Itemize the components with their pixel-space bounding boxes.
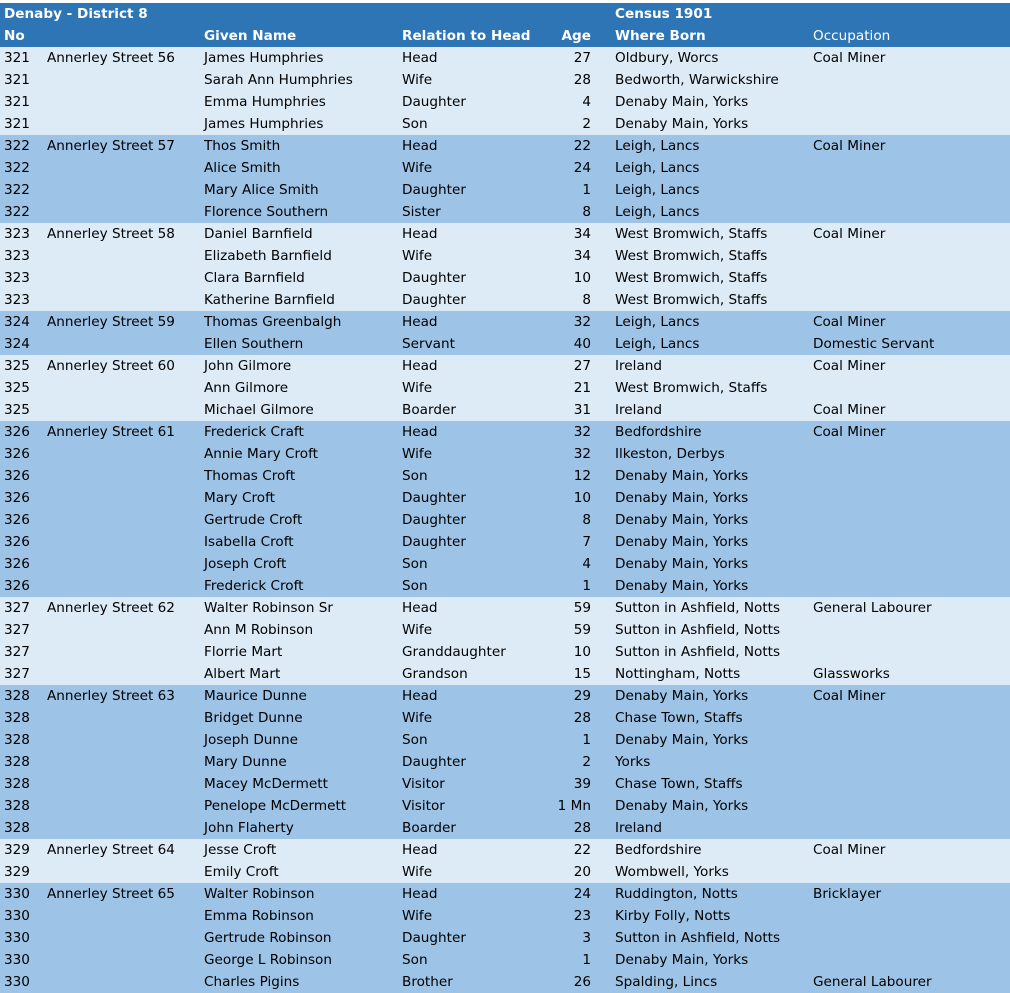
table-row [0, 883, 1010, 905]
cell-relation: Wife [402, 446, 433, 462]
cell-where-born: Denaby Main, Yorks [615, 732, 749, 748]
cell-age: 12 [573, 468, 591, 484]
table-row [0, 839, 1010, 861]
cell-given-name: Alice Smith [204, 160, 281, 176]
table-row [0, 971, 1010, 993]
cell-relation: Head [402, 424, 438, 440]
cell-relation: Wife [402, 908, 433, 924]
cell-where-born: Chase Town, Staffs [615, 710, 743, 726]
table-row [0, 707, 1010, 729]
cell-no: 322 [4, 204, 30, 220]
table-row [0, 663, 1010, 685]
cell-relation: Daughter [402, 534, 466, 550]
cell-address: Annerley Street 64 [47, 842, 175, 858]
cell-age: 4 [582, 94, 591, 110]
cell-given-name: Macey McDermett [204, 776, 328, 792]
cell-no: 329 [4, 842, 30, 858]
cell-where-born: Bedfordshire [615, 424, 702, 440]
cell-age: 34 [573, 226, 591, 242]
cell-where-born: Ireland [615, 358, 663, 374]
title-row [0, 3, 1010, 25]
table-row [0, 333, 1010, 355]
cell-relation: Wife [402, 864, 433, 880]
cell-where-born: Leigh, Lancs [615, 204, 700, 220]
table-row [0, 575, 1010, 597]
cell-no: 328 [4, 732, 30, 748]
cell-given-name: Emma Robinson [204, 908, 314, 924]
table-row [0, 377, 1010, 399]
cell-age: 24 [573, 886, 591, 902]
cell-given-name: Ellen Southern [204, 336, 304, 352]
cell-given-name: Ann Gilmore [204, 380, 289, 396]
table-row [0, 927, 1010, 949]
table-row [0, 597, 1010, 619]
cell-given-name: Frederick Craft [204, 424, 304, 440]
cell-relation: Wife [402, 72, 433, 88]
cell-no: 329 [4, 864, 30, 880]
cell-where-born: Leigh, Lancs [615, 160, 700, 176]
cell-age: 59 [573, 600, 591, 616]
cell-age: 1 [582, 578, 591, 594]
cell-address: Annerley Street 61 [47, 424, 175, 440]
cell-given-name: Clara Barnfield [204, 270, 305, 286]
cell-given-name: Daniel Barnfield [204, 226, 313, 242]
table-row [0, 69, 1010, 91]
table-row [0, 817, 1010, 839]
cell-age: 10 [573, 270, 591, 286]
cell-no: 330 [4, 886, 30, 902]
cell-where-born: Denaby Main, Yorks [615, 798, 749, 814]
cell-where-born: Denaby Main, Yorks [615, 512, 749, 528]
cell-where-born: Leigh, Lancs [615, 182, 700, 198]
cell-no: 328 [4, 688, 30, 704]
cell-relation: Son [402, 952, 428, 968]
cell-age: 1 [582, 182, 591, 198]
table-row [0, 443, 1010, 465]
cell-age: 7 [582, 534, 591, 550]
cell-where-born: Ruddington, Notts [615, 886, 738, 902]
table-row [0, 905, 1010, 927]
cell-where-born: Ireland [615, 820, 663, 836]
cell-where-born: Sutton in Ashfield, Notts [615, 622, 781, 638]
table-row [0, 399, 1010, 421]
cell-given-name: Gertrude Robinson [204, 930, 332, 946]
cell-relation: Visitor [402, 776, 445, 792]
cell-relation: Sister [402, 204, 441, 220]
table-row [0, 311, 1010, 333]
cell-relation: Boarder [402, 402, 456, 418]
cell-age: 1 Mn [557, 798, 591, 814]
table-row [0, 47, 1010, 69]
cell-age: 31 [573, 402, 591, 418]
cell-relation: Visitor [402, 798, 445, 814]
cell-where-born: West Bromwich, Staffs [615, 380, 768, 396]
cell-where-born: Yorks [615, 754, 651, 770]
cell-age: 39 [573, 776, 591, 792]
cell-given-name: Mary Dunne [204, 754, 287, 770]
cell-given-name: Jesse Croft [204, 842, 277, 858]
cell-given-name: James Humphries [204, 116, 324, 132]
cell-relation: Granddaughter [402, 644, 506, 660]
table-row [0, 487, 1010, 509]
cell-no: 326 [4, 468, 30, 484]
table-row [0, 861, 1010, 883]
cell-where-born: Nottingham, Notts [615, 666, 741, 682]
cell-where-born: Sutton in Ashfield, Notts [615, 600, 781, 616]
cell-relation: Daughter [402, 754, 466, 770]
cell-given-name: John Flaherty [204, 820, 294, 836]
census-year: Census 1901 [615, 6, 713, 22]
cell-where-born: Denaby Main, Yorks [615, 490, 749, 506]
cell-where-born: Chase Town, Staffs [615, 776, 743, 792]
cell-no: 328 [4, 710, 30, 726]
cell-no: 325 [4, 358, 30, 374]
cell-no: 323 [4, 226, 30, 242]
cell-where-born: Denaby Main, Yorks [615, 578, 749, 594]
table-row [0, 113, 1010, 135]
table-row [0, 355, 1010, 377]
cell-no: 323 [4, 292, 30, 308]
cell-where-born: Oldbury, Worcs [615, 50, 719, 66]
cell-occupation: Coal Miner [813, 358, 886, 374]
cell-given-name: Thos Smith [204, 138, 281, 154]
cell-no: 330 [4, 974, 30, 990]
table-row [0, 729, 1010, 751]
cell-where-born: Bedworth, Warwickshire [615, 72, 779, 88]
cell-relation: Head [402, 600, 438, 616]
cell-relation: Grandson [402, 666, 468, 682]
cell-occupation: Domestic Servant [813, 336, 935, 352]
cell-relation: Head [402, 138, 438, 154]
cell-age: 10 [573, 490, 591, 506]
cell-age: 34 [573, 248, 591, 264]
cell-occupation: Coal Miner [813, 50, 886, 66]
cell-where-born: Sutton in Ashfield, Notts [615, 644, 781, 660]
table-row [0, 531, 1010, 553]
cell-given-name: Florrie Mart [204, 644, 283, 660]
cell-no: 326 [4, 490, 30, 506]
cell-given-name: Maurice Dunne [204, 688, 307, 704]
cell-no: 325 [4, 380, 30, 396]
cell-no: 327 [4, 600, 30, 616]
cell-given-name: Annie Mary Croft [204, 446, 318, 462]
cell-no: 326 [4, 424, 30, 440]
cell-no: 327 [4, 622, 30, 638]
cell-given-name: Mary Alice Smith [204, 182, 319, 198]
cell-relation: Son [402, 578, 428, 594]
header-age: Age [561, 28, 591, 44]
cell-no: 328 [4, 820, 30, 836]
table-row [0, 795, 1010, 817]
cell-given-name: Katherine Barnfield [204, 292, 335, 308]
cell-no: 321 [4, 94, 30, 110]
cell-no: 328 [4, 754, 30, 770]
cell-no: 326 [4, 512, 30, 528]
cell-relation: Son [402, 556, 428, 572]
cell-occupation: Coal Miner [813, 226, 886, 242]
cell-age: 2 [582, 754, 591, 770]
cell-given-name: Florence Southern [204, 204, 329, 220]
cell-relation: Son [402, 468, 428, 484]
cell-no: 330 [4, 930, 30, 946]
cell-relation: Head [402, 886, 438, 902]
cell-address: Annerley Street 58 [47, 226, 175, 242]
cell-age: 28 [573, 72, 591, 88]
cell-no: 328 [4, 798, 30, 814]
cell-no: 322 [4, 182, 30, 198]
cell-relation: Head [402, 50, 438, 66]
cell-age: 10 [573, 644, 591, 660]
table-row [0, 91, 1010, 113]
cell-no: 324 [4, 314, 30, 330]
cell-no: 322 [4, 160, 30, 176]
cell-no: 330 [4, 952, 30, 968]
cell-no: 325 [4, 402, 30, 418]
cell-where-born: Denaby Main, Yorks [615, 534, 749, 550]
cell-relation: Servant [402, 336, 455, 352]
cell-given-name: Penelope McDermett [204, 798, 347, 814]
cell-no: 323 [4, 248, 30, 264]
cell-occupation: General Labourer [813, 600, 932, 616]
cell-no: 327 [4, 666, 30, 682]
cell-occupation: Coal Miner [813, 402, 886, 418]
cell-no: 327 [4, 644, 30, 660]
table-row [0, 267, 1010, 289]
cell-age: 26 [573, 974, 591, 990]
cell-relation: Son [402, 732, 428, 748]
table-row [0, 553, 1010, 575]
cell-occupation: General Labourer [813, 974, 932, 990]
cell-given-name: Thomas Croft [204, 468, 296, 484]
cell-where-born: Denaby Main, Yorks [615, 94, 749, 110]
cell-where-born: Leigh, Lancs [615, 336, 700, 352]
cell-age: 32 [573, 314, 591, 330]
cell-age: 24 [573, 160, 591, 176]
cell-where-born: Ilkeston, Derbys [615, 446, 725, 462]
cell-no: 323 [4, 270, 30, 286]
cell-where-born: Denaby Main, Yorks [615, 556, 749, 572]
cell-relation: Daughter [402, 292, 466, 308]
cell-age: 32 [573, 424, 591, 440]
cell-relation: Wife [402, 160, 433, 176]
cell-no: 328 [4, 776, 30, 792]
cell-given-name: Michael Gilmore [204, 402, 314, 418]
cell-no: 321 [4, 72, 30, 88]
cell-occupation: Coal Miner [813, 314, 886, 330]
cell-age: 29 [573, 688, 591, 704]
cell-given-name: Joseph Croft [204, 556, 287, 572]
cell-given-name: Sarah Ann Humphries [204, 72, 353, 88]
cell-where-born: Ireland [615, 402, 663, 418]
cell-given-name: Walter Robinson [204, 886, 315, 902]
cell-no: 321 [4, 116, 30, 132]
table-row [0, 949, 1010, 971]
cell-age: 1 [582, 952, 591, 968]
cell-given-name: Ann M Robinson [204, 622, 314, 638]
cell-relation: Wife [402, 622, 433, 638]
cell-no: 326 [4, 578, 30, 594]
cell-relation: Head [402, 688, 438, 704]
cell-where-born: West Bromwich, Staffs [615, 292, 768, 308]
cell-given-name: Charles Pigins [204, 974, 300, 990]
table-row [0, 201, 1010, 223]
cell-age: 40 [573, 336, 591, 352]
cell-age: 28 [573, 710, 591, 726]
cell-given-name: Gertrude Croft [204, 512, 303, 528]
cell-no: 322 [4, 138, 30, 154]
district-title: Denaby - District 8 [4, 6, 148, 22]
table-row [0, 223, 1010, 245]
cell-where-born: West Bromwich, Staffs [615, 270, 768, 286]
cell-relation: Daughter [402, 490, 466, 506]
cell-where-born: Denaby Main, Yorks [615, 116, 749, 132]
table-row [0, 179, 1010, 201]
cell-age: 23 [573, 908, 591, 924]
header-where-born: Where Born [615, 28, 706, 44]
cell-occupation: Coal Miner [813, 424, 886, 440]
table-row [0, 619, 1010, 641]
cell-relation: Wife [402, 710, 433, 726]
cell-age: 3 [582, 930, 591, 946]
cell-relation: Son [402, 116, 428, 132]
cell-age: 8 [582, 512, 591, 528]
cell-given-name: Walter Robinson Sr [204, 600, 334, 616]
cell-relation: Wife [402, 380, 433, 396]
cell-where-born: West Bromwich, Staffs [615, 226, 768, 242]
cell-age: 28 [573, 820, 591, 836]
cell-given-name: Thomas Greenbalgh [204, 314, 342, 330]
table-row [0, 245, 1010, 267]
cell-address: Annerley Street 60 [47, 358, 175, 374]
cell-where-born: Denaby Main, Yorks [615, 688, 749, 704]
header-no: No [4, 28, 25, 44]
header-relation: Relation to Head [402, 28, 531, 44]
header-given-name: Given Name [204, 28, 297, 44]
cell-age: 8 [582, 292, 591, 308]
cell-age: 59 [573, 622, 591, 638]
cell-address: Annerley Street 59 [47, 314, 175, 330]
cell-occupation: Coal Miner [813, 842, 886, 858]
table-row [0, 641, 1010, 663]
cell-occupation: Coal Miner [813, 688, 886, 704]
cell-address: Annerley Street 62 [47, 600, 175, 616]
cell-given-name: Elizabeth Barnfield [204, 248, 332, 264]
cell-given-name: George L Robinson [204, 952, 332, 968]
cell-given-name: Isabella Croft [204, 534, 294, 550]
table-row [0, 465, 1010, 487]
cell-where-born: Wombwell, Yorks [615, 864, 729, 880]
cell-relation: Head [402, 358, 438, 374]
cell-age: 1 [582, 732, 591, 748]
table-row [0, 135, 1010, 157]
cell-given-name: James Humphries [204, 50, 324, 66]
cell-given-name: Bridget Dunne [204, 710, 303, 726]
cell-given-name: Joseph Dunne [204, 732, 299, 748]
cell-occupation: Coal Miner [813, 138, 886, 154]
cell-where-born: Leigh, Lancs [615, 314, 700, 330]
cell-relation: Head [402, 226, 438, 242]
column-header-row [0, 25, 1010, 47]
cell-no: 321 [4, 50, 30, 66]
cell-address: Annerley Street 65 [47, 886, 175, 902]
cell-relation: Brother [402, 974, 453, 990]
cell-relation: Boarder [402, 820, 456, 836]
table-row [0, 509, 1010, 531]
cell-address: Annerley Street 57 [47, 138, 175, 154]
cell-age: 2 [582, 116, 591, 132]
cell-address: Annerley Street 56 [47, 50, 175, 66]
cell-address: Annerley Street 63 [47, 688, 175, 704]
cell-relation: Wife [402, 248, 433, 264]
cell-given-name: Emily Croft [204, 864, 279, 880]
cell-age: 27 [573, 358, 591, 374]
cell-where-born: Spalding, Lincs [615, 974, 718, 990]
cell-where-born: Denaby Main, Yorks [615, 468, 749, 484]
cell-age: 32 [573, 446, 591, 462]
cell-age: 4 [582, 556, 591, 572]
cell-age: 22 [573, 138, 591, 154]
cell-given-name: Mary Croft [204, 490, 275, 506]
cell-age: 21 [573, 380, 591, 396]
cell-where-born: Leigh, Lancs [615, 138, 700, 154]
cell-given-name: Emma Humphries [204, 94, 326, 110]
cell-given-name: Albert Mart [204, 666, 281, 682]
cell-relation: Daughter [402, 94, 466, 110]
cell-where-born: Bedfordshire [615, 842, 702, 858]
cell-no: 326 [4, 556, 30, 572]
cell-age: 27 [573, 50, 591, 66]
cell-where-born: Denaby Main, Yorks [615, 952, 749, 968]
cell-age: 8 [582, 204, 591, 220]
cell-age: 20 [573, 864, 591, 880]
cell-no: 326 [4, 446, 30, 462]
cell-relation: Daughter [402, 930, 466, 946]
header-occupation: Occupation [813, 28, 891, 44]
cell-no: 330 [4, 908, 30, 924]
table-row [0, 289, 1010, 311]
table-row [0, 773, 1010, 795]
cell-no: 326 [4, 534, 30, 550]
cell-relation: Daughter [402, 270, 466, 286]
table-row [0, 157, 1010, 179]
cell-occupation: Bricklayer [813, 886, 882, 902]
cell-relation: Daughter [402, 512, 466, 528]
table-row [0, 685, 1010, 707]
cell-where-born: Sutton in Ashfield, Notts [615, 930, 781, 946]
cell-given-name: John Gilmore [204, 358, 292, 374]
cell-given-name: Frederick Croft [204, 578, 304, 594]
cell-relation: Head [402, 842, 438, 858]
cell-age: 15 [573, 666, 591, 682]
cell-relation: Head [402, 314, 438, 330]
cell-where-born: Kirby Folly, Notts [615, 908, 731, 924]
cell-relation: Daughter [402, 182, 466, 198]
table-row [0, 751, 1010, 773]
table-row [0, 421, 1010, 443]
cell-no: 324 [4, 336, 30, 352]
cell-where-born: West Bromwich, Staffs [615, 248, 768, 264]
cell-age: 22 [573, 842, 591, 858]
cell-occupation: Glassworks [813, 666, 890, 682]
